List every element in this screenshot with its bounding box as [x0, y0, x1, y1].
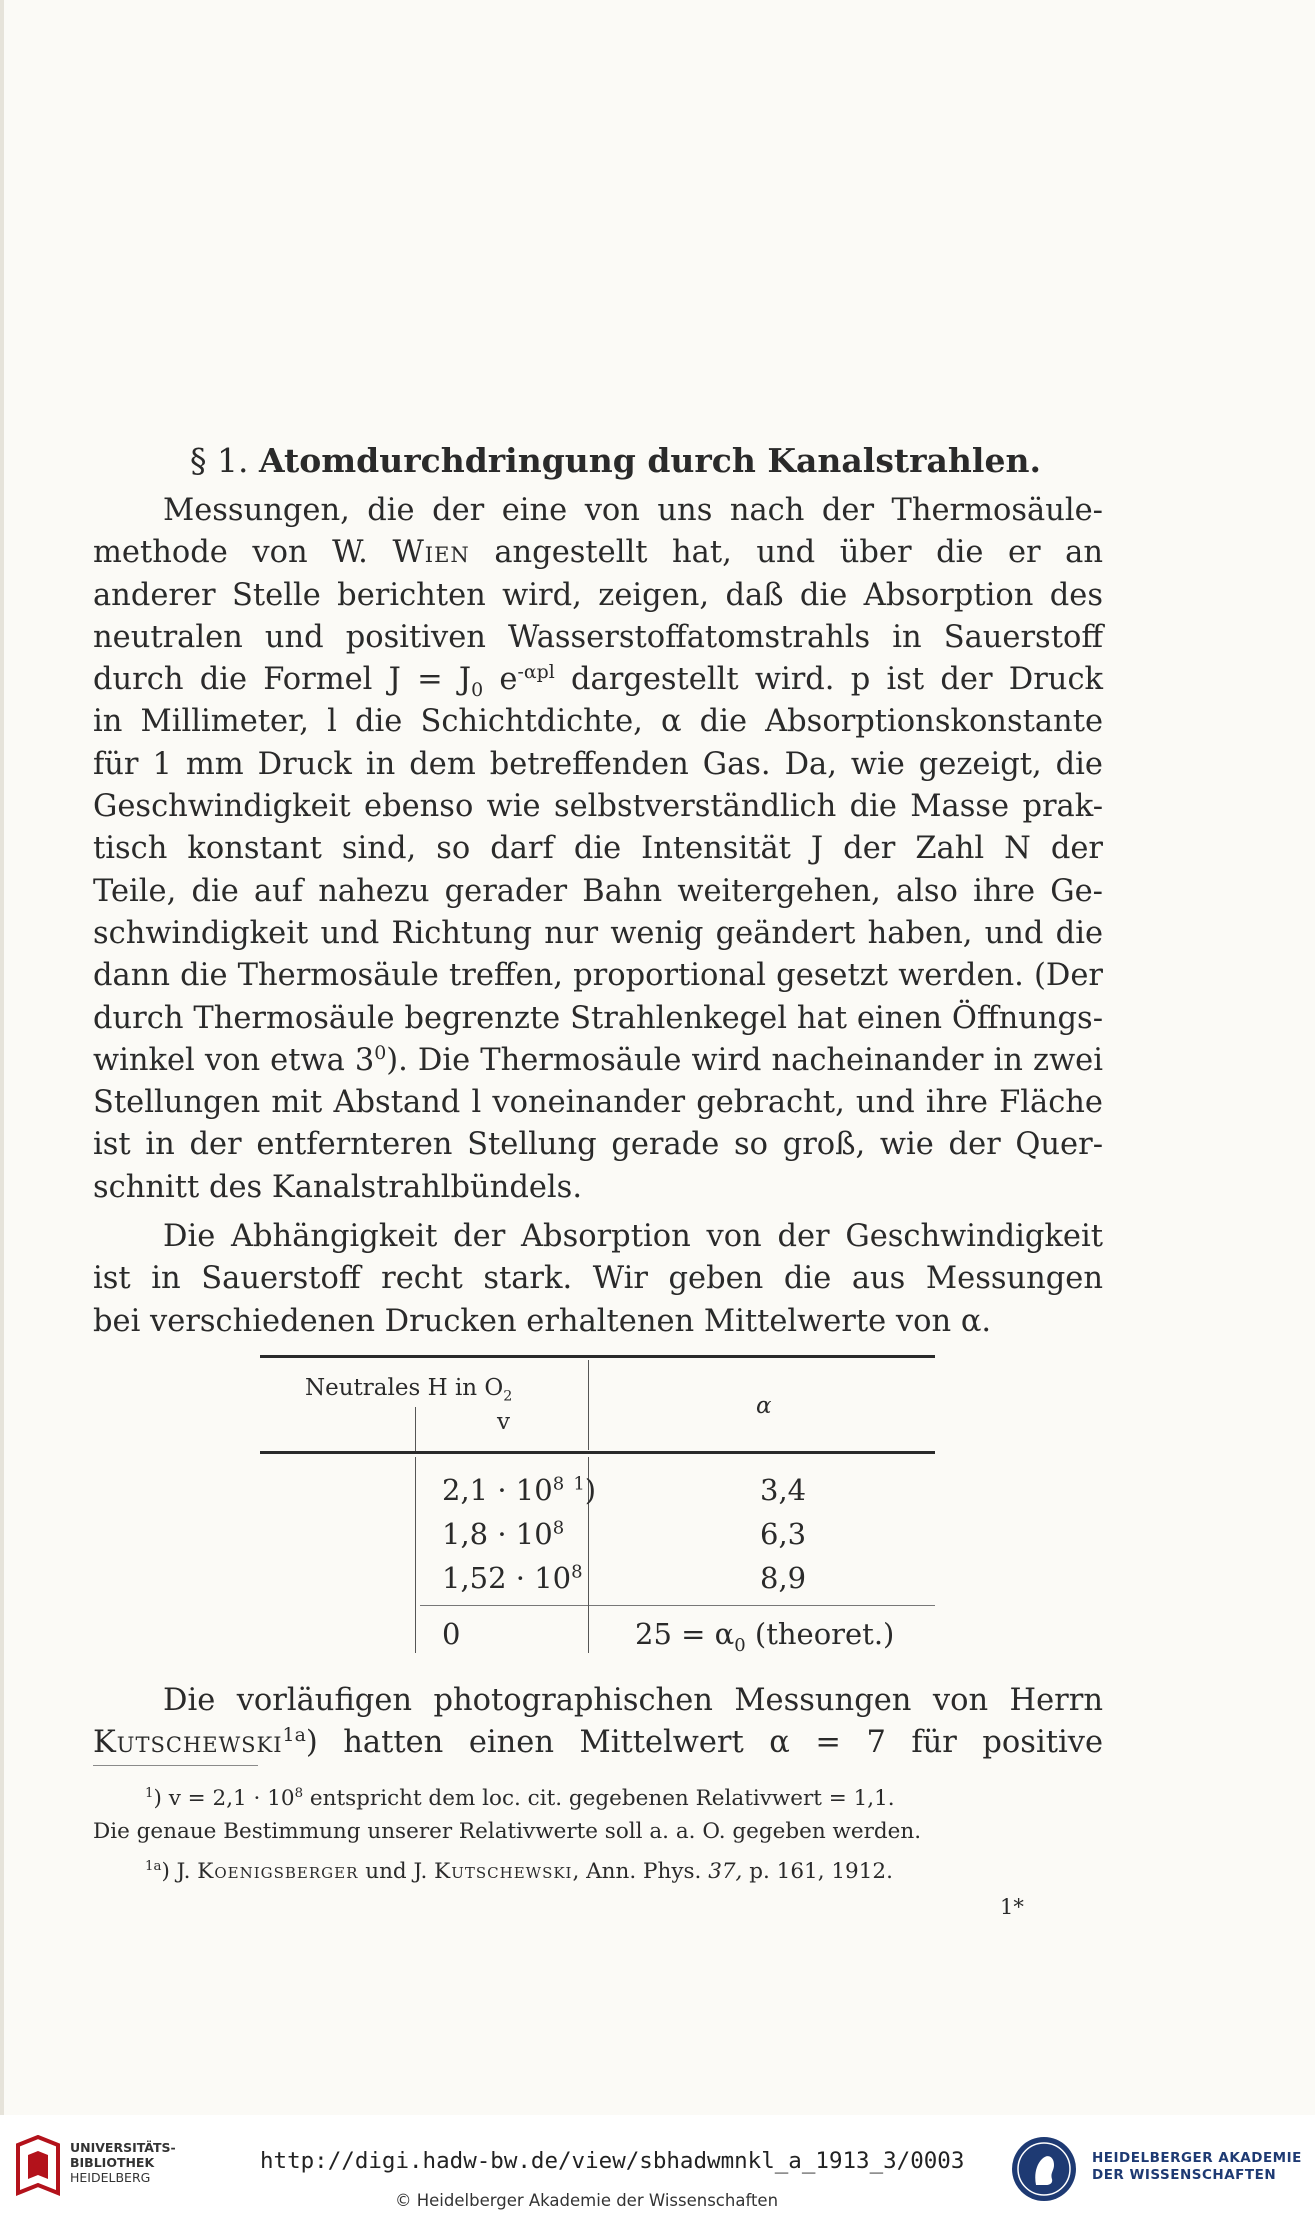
text-line: schnitt des Kanalstrahlbündels. — [93, 1169, 583, 1205]
paragraph-3 — [93, 1680, 1103, 1765]
text-line: für 1 mm Druck in dem betreffenden Gas. Da, wie gezeigt, die — [93, 746, 1103, 782]
section-title: Atomdurchdringung durch Kanalstrahlen. — [258, 441, 1041, 480]
author-name: Kutschewski — [93, 1725, 283, 1761]
table-row-v: $1,8 \cdot 10^8$ — [442, 1517, 565, 1551]
text-line: in Millimeter, l die Schichtdichte, α die Absorptionskonstante — [93, 704, 1103, 740]
text-line: Messungen, die der eine von uns nach der Thermosäule- — [163, 493, 1103, 528]
text-line: Stellungen mit Abstand l voneinander gebracht, und ihre Fläche — [93, 1085, 1103, 1121]
data-table — [260, 1355, 935, 1665]
text-line: methode von W. Wien angestellt hat, und über die er an — [93, 535, 1103, 571]
text-line: Die Abhängigkeit der Absorption von der Geschwindigkeit — [163, 1219, 1103, 1254]
text-line: ist in der entfernteren Stellung gerade so groß, wie der Quer- — [93, 1127, 1103, 1163]
table-row-alpha: 8,9 — [760, 1561, 807, 1595]
table-row-v: $2,1 \cdot 10^8$ $^1$) — [442, 1473, 597, 1507]
text-line: Geschwindigkeit ebenso wie selbstverständlich die Masse prak- — [93, 789, 1103, 825]
table-last-v: 0 — [442, 1617, 461, 1651]
author-name: Wien — [392, 535, 470, 571]
paragraph-2 — [93, 1216, 1103, 1343]
scan-edge — [0, 0, 4, 2120]
paragraph-1 — [93, 490, 1103, 1209]
formula-line: durch die Formel $J = J_0$ $e^{-\alpha pl}$ dargestellt wird. p ist der Druck — [93, 661, 1104, 702]
text-line: anderer Stelle berichten wird, zeigen, daß die Absorption des — [93, 577, 1103, 613]
footnote-1: $^1$) $v = 2,1 \cdot 10^8$ entspricht dem loc. cit. gegebenen Relativwert = 1,1. — [145, 1785, 895, 1811]
academy-seal-icon — [1010, 2135, 1078, 2203]
section-number: § 1. — [190, 441, 249, 480]
text-line: Teile, die auf nahezu gerader Bahn weitergehen, also ihre Ge- — [93, 873, 1103, 909]
text-line: ist in Sauerstoff recht stark. Wir geben die aus Messungen — [93, 1261, 1103, 1297]
section-heading — [190, 440, 1110, 482]
table-row-v: $1,52 \cdot 10^8$ — [442, 1561, 583, 1595]
header-velocity: Neutrales H in $O_2$ — [305, 1375, 513, 1405]
table-last-alpha: $25 = \alpha_0$ (theoret.) — [635, 1617, 895, 1656]
text-line: dann die Thermosäule treffen, proportional gesetzt werden. (Der — [93, 958, 1103, 994]
text-line: schwindigkeit und Richtung nur wenig geändert haben, und die — [93, 915, 1103, 951]
signature-mark: 1* — [1000, 1895, 1024, 1919]
header-divider — [588, 1360, 589, 1450]
footnote-rule — [93, 1765, 258, 1766]
text-line: winkel von etwa $3^0$). Die Thermosäule wird nacheinander in zwei — [93, 1041, 1103, 1078]
header-v: v — [497, 1409, 510, 1435]
footnote-1-continued: Die genaue Bestimmung unserer Relativwerte soll a. a. O. gegeben werden. — [93, 1819, 922, 1844]
text-line: tisch konstant sind, so darf die Intensität J der Zahl N der — [93, 831, 1103, 867]
text-line: neutralen und positiven Wasserstoffatomstrahls in Sauerstoff — [93, 619, 1103, 655]
table-header-rule — [260, 1451, 935, 1454]
text-line: bei verschiedenen Drucken erhaltenen Mittelwerte von α. — [93, 1303, 992, 1339]
col-left-rule — [415, 1457, 416, 1653]
academy-name: HEIDELBERGER AKADEMIE DER WISSENSCHAFTEN — [1092, 2150, 1302, 2183]
header-left-tick — [415, 1407, 416, 1451]
text-line: Kutschewski$^{1a}$) hatten einen Mittelwert α = 7 für positive — [93, 1724, 1103, 1761]
page-url-link[interactable]: http://digi.hadw-bw.de/view/sbhadwmnkl_a_1913_3/0003 — [260, 2148, 965, 2174]
table-row-alpha: 3,4 — [760, 1473, 807, 1507]
footnote-1a: $^{1a}$) J. Koenigsberger und J. Kutschewski, Ann. Phys. 37, p. 161, 1912. — [145, 1858, 893, 1884]
table-top-rule — [260, 1355, 935, 1358]
text-line: durch Thermosäule begrenzte Strahlenkegel hat einen Öffnungs- — [93, 1000, 1103, 1036]
table-row-alpha: 6,3 — [760, 1517, 807, 1551]
text-line: Die vorläufigen photographischen Messungen von Herrn — [163, 1683, 1103, 1718]
table-bottom-rule — [420, 1605, 935, 1606]
copyright-notice: © Heidelberger Akademie der Wissenschaften — [395, 2191, 779, 2210]
header-alpha: α — [756, 1393, 772, 1419]
university-library-name: UNIVERSITÄTS- BIBLIOTHEK HEIDELBERG — [70, 2140, 176, 2185]
university-library-logo-icon — [14, 2135, 62, 2197]
